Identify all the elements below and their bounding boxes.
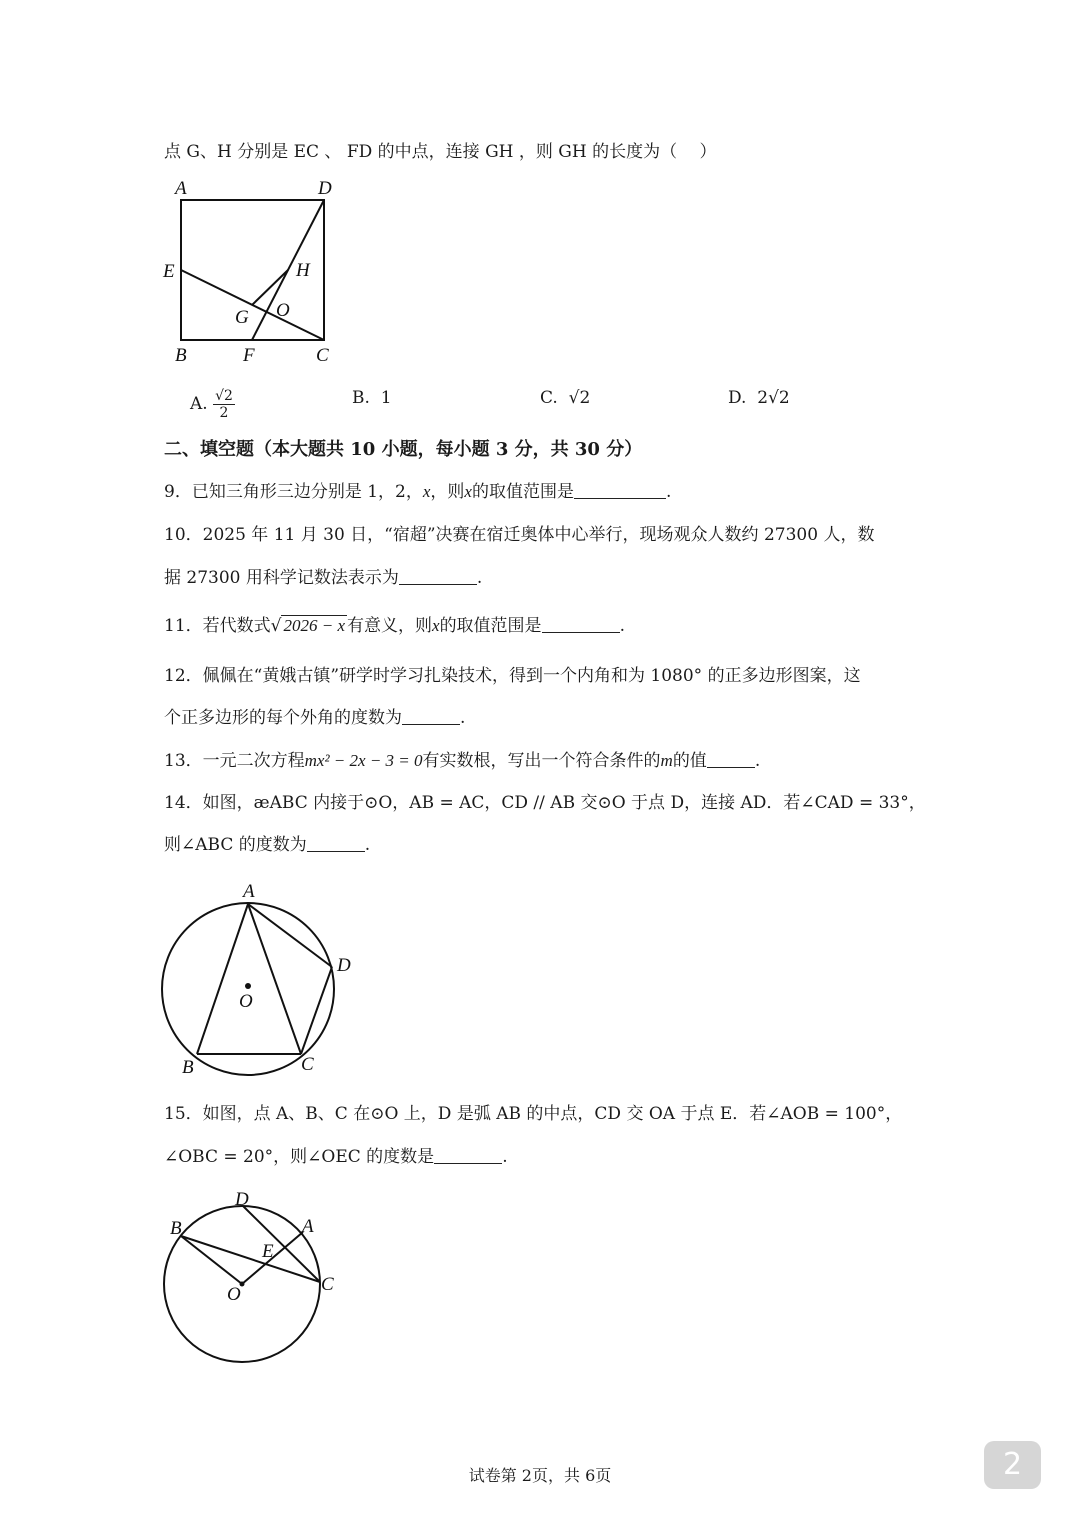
q8-option-a: A. $\frac{√2}{2}$ [190, 388, 233, 421]
label-a: A [175, 178, 187, 199]
answer-blank [574, 480, 666, 499]
page-number-badge: 2 [984, 1441, 1041, 1489]
q8-option-b: B. 1 [352, 388, 392, 408]
label-e: E [163, 261, 175, 282]
q10-line1: 10．2025 年 11 月 30 日，“宿超”决赛在宿迁奥体中心举行，现场观众人数约 27300 人，数 [164, 525, 875, 545]
label-f: F [243, 345, 255, 366]
label-d: D [235, 1189, 249, 1210]
q15-line2: ∠OBC = 20°，则∠OEC 的度数是 . [164, 1147, 508, 1167]
label-d: D [318, 178, 332, 199]
label-b: B [175, 345, 187, 366]
label-c: C [301, 1054, 314, 1075]
q10-line2: 据 27300 用科学记数法表示为 . [164, 568, 483, 588]
center-dot [245, 983, 251, 989]
q9: 9．已知三角形三边分别是 1，2，x，则x的取值范围是 . [164, 482, 672, 502]
label-a: A [302, 1216, 314, 1237]
q14-line2: 则∠ABC 的度数为 . [164, 835, 371, 855]
q8-option-c: C. √2 [540, 388, 591, 408]
answer-blank [307, 833, 365, 852]
q8-option-d: D. 2√2 [728, 388, 790, 408]
segment-ac [248, 904, 301, 1054]
q14-line1: 14．如图，æABC 内接于⊙O，AB = AC，CD // AB 交⊙O 于点 D，连接 AD．若∠CAD = 33°， [164, 793, 926, 813]
label-o: O [276, 300, 290, 321]
label-b: B [170, 1218, 182, 1239]
label-a: A [243, 881, 255, 902]
segment-ob [181, 1236, 242, 1284]
q14-figure [155, 876, 365, 1082]
label-e: E [262, 1241, 274, 1262]
label-o: O [239, 991, 253, 1012]
q8-stem: 点 G、H 分别是 EC 、 FD 的中点，连接 GH ，则 GH 的长度为（ ） [164, 142, 717, 162]
label-b: B [182, 1057, 194, 1078]
answer-blank [542, 614, 620, 633]
section-title: 二、填空题（本大题共 10 小题，每小题 3 分，共 30 分） [164, 439, 643, 460]
label-h: H [296, 260, 310, 281]
q15-figure [155, 1186, 355, 1368]
q12-line2: 个正多边形的每个外角的度数为 . [164, 708, 466, 728]
label-d: D [337, 955, 351, 976]
q8-figure [160, 172, 350, 372]
q13: 13．一元二次方程mx² − 2x − 3 = 0有实数根，写出一个符合条件的m的值 . [164, 751, 761, 771]
fraction: $\frac{√2}{2}$ [215, 388, 233, 421]
q12-line1: 12．佩佩在“黄娥古镇”研学时学习扎染技术，得到一个内角和为 1080° 的正多边形图案，这 [164, 666, 861, 686]
answer-blank [707, 749, 755, 768]
segment-ab [197, 904, 248, 1054]
label-g: G [235, 307, 249, 328]
answer-blank [434, 1145, 502, 1164]
q15-line1: 15．如图，点 A、B、C 在⊙O 上，D 是弧 AB 的中点，CD 交 OA 于点 E．若∠AOB = 100°， [164, 1104, 903, 1124]
label-c: C [316, 345, 329, 366]
answer-blank [402, 706, 460, 725]
segment-bc [181, 1236, 320, 1282]
q11: 11．若代数式√ 2026 − x 有意义，则x的取值范围是 . [164, 616, 625, 636]
answer-blank [399, 566, 477, 585]
label-c: C [321, 1274, 334, 1295]
label-o: O [227, 1284, 241, 1305]
page-footer: 试卷第 2页，共 6页 [468, 1466, 612, 1485]
